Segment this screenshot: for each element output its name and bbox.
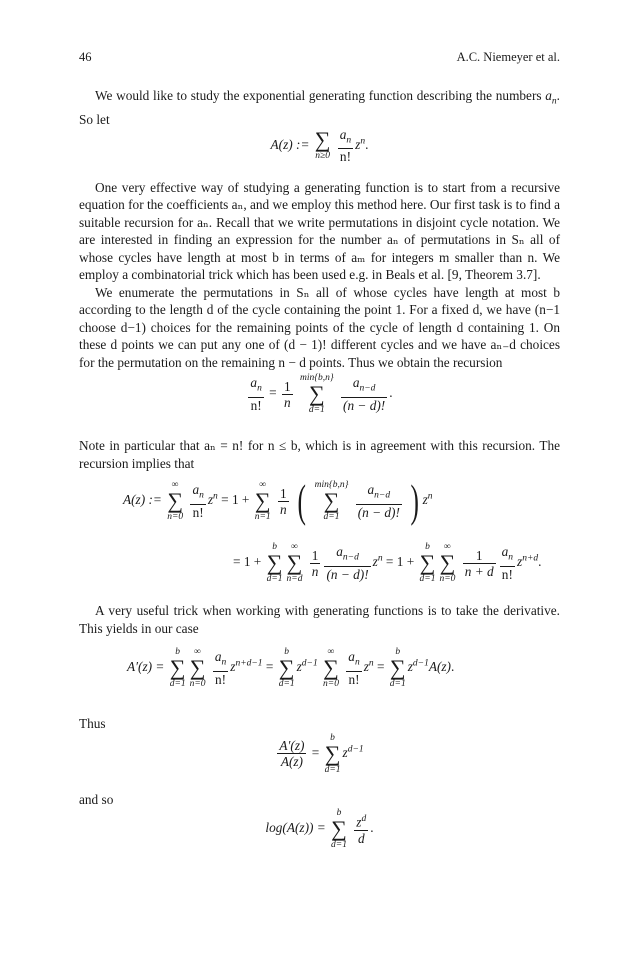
sum-symbol: ∞ ∑ n=d	[286, 542, 303, 585]
sum-upper: min{b,n}	[299, 373, 334, 384]
tail: z	[355, 136, 361, 152]
paragraph-recursion-intro: One very effective way of studying a generating function is to start from a recursive equation for the coefficients aₙ, and we employ this method here. Our first task is to find a suitable recursion for aₙ. Recall that we write permutations in disjoint cycle notation. We are interested in finding an expression for the number aₙ of permutations in Sₙ all of whose cycles have length at most b in terms of aₘ for integers m smaller than n. We employ a combinatorial trick which has been used e.g. in Beals et al. [9, Theorem 3.7].	[79, 179, 560, 283]
den: n!	[250, 397, 262, 413]
equation-egf	[79, 127, 560, 175]
num: a	[250, 375, 258, 391]
den: n	[283, 394, 291, 410]
fraction	[282, 379, 293, 410]
sum-symbol: b ∑ d=1	[331, 808, 347, 851]
fraction: $\frac{a_n}{n!}$	[501, 544, 514, 582]
num-sub: n−d	[359, 383, 376, 394]
text: We would like to study the exponential generating function describing the numbers	[95, 88, 546, 103]
den: n!	[339, 149, 351, 165]
equals: =	[308, 744, 323, 760]
tail-sup: n	[360, 136, 366, 147]
num: a	[352, 375, 360, 391]
left-paren: (	[297, 475, 306, 527]
num: 1	[283, 378, 291, 394]
end: .	[450, 659, 455, 675]
sum-symbol: ∞ ∑ n=0	[323, 647, 339, 690]
sum-lower: d=1	[308, 405, 325, 416]
end: .	[370, 820, 374, 836]
sum-lower: n≥0	[315, 151, 330, 162]
end: .	[365, 136, 369, 152]
fraction: $\frac{a_{n-d}}{(n - d)!}$	[357, 482, 400, 520]
sum-symbol: b ∑ d=1	[169, 647, 186, 690]
paragraph-thus: Thus	[79, 716, 106, 732]
equals-one-plus: = 1 +	[233, 554, 265, 570]
fraction: $\frac{1}{n + d}$	[464, 547, 494, 579]
math-var: a	[545, 88, 552, 103]
fraction: $\frac{a_n}{n!}$	[192, 482, 204, 520]
num-sub: n	[257, 383, 262, 394]
equals-one-plus: = 1 +	[382, 554, 418, 570]
equation-line-2: = 1 + b ∑ d=1 ∞ ∑ n=d $\frac{1}{n}$ $\frac{a_{n-d}}{(n - d)!}$ $z^n = 1$ + b ∑ d=1 ∞ ∑ n=0 $\frac{1}{n + d}$ $\frac{a_n}{n!}$ $z^{n+d}$.	[233, 542, 542, 585]
fraction: $\frac{1}{n}$	[311, 547, 319, 579]
sum-symbol: min{b,n} ∑ d=1	[299, 373, 334, 416]
den: A(z)	[280, 754, 303, 770]
eq-lhs: A(z) :=	[270, 136, 313, 152]
math-sub: n	[551, 96, 557, 107]
sum-symbol: ∞ ∑ n=1	[254, 480, 271, 523]
num: a	[339, 126, 347, 142]
sum-symbol: b ∑ d=1	[278, 647, 295, 690]
sum-symbol: ∞ ∑ n=0	[189, 647, 206, 690]
equals-one-plus: = 1 +	[217, 492, 253, 508]
fraction: $\frac{a_{n-d}}{(n - d)!}$	[326, 544, 369, 582]
equation-line-1: A(z) := ∞ ∑ n=0 $\frac{a_n}{n!}$ $z^n = 1$ + ∞ ∑ n=1 $\frac{1}{n}$ ( min{b,n} ∑ d=1 $\frac{a_{n-d}}{(n - d)!}$ ) $z^n$	[123, 475, 433, 527]
den: (n − d)!	[343, 397, 386, 413]
sum-symbol: ∞ ∑ n=0	[167, 480, 184, 523]
paragraph-note: Note in particular that aₙ = n! for n ≤ b, which is in agreement with this recursion. The recursion implies that	[79, 438, 560, 471]
sum-symbol: ∑ n≥0	[314, 127, 331, 162]
fraction	[338, 127, 353, 165]
paragraph-and-so: and so	[79, 791, 114, 807]
sum-symbol: b ∑ d=1	[324, 732, 341, 775]
running-authors: A.C. Niemeyer et al.	[456, 50, 560, 64]
end: .	[389, 385, 393, 401]
sum-symbol: b ∑ d=1	[266, 542, 283, 585]
fraction: $\frac{1}{n}$	[280, 485, 287, 517]
equation-derivative: A′(z) = b ∑ d=1 ∞ ∑ n=0 $\frac{a_n}{n!}$ $z^{n+d-1}$ = b ∑ d=1 $z^{d-1}$ ∞ ∑ n=0 $\frac{a_n}{n!}$ $z^n$ = b ∑ d=1 $z^{d-1}A(z)$.	[127, 647, 455, 690]
right-paren: )	[410, 475, 420, 527]
fraction	[248, 375, 263, 413]
paragraph-intro	[79, 87, 560, 129]
num-sub: n	[346, 135, 352, 146]
fraction: $\frac{a_n}{n!}$	[214, 649, 227, 687]
end: .	[538, 554, 542, 570]
equation-log	[79, 808, 560, 864]
equals: =	[265, 385, 280, 401]
sum-symbol: b ∑ d=1	[389, 647, 406, 690]
equation-log-derivative: $\frac{A'(z)}{A(z)}$ = b ∑ d=1 $z^{d-1}$	[279, 732, 364, 775]
paragraph-enumeration: We enumerate the permutations in Sₙ all of whose cycles have length at most b according to the length d of the cycle containing the point 1. For a fixed d, we have (n−1 choose d−1) choices for the remaining points of the cycle of length d containing 1. On these d points we can put any one of (d − 1)! different cycles and we have aₙ₋d choices for the permutation on the remaining n − d points. Thus we obtain the recursion	[79, 284, 560, 370]
eq-lhs: log(A(z)) =	[265, 820, 330, 836]
sum-symbol: b ∑ d=1	[419, 542, 436, 585]
equation-recursion	[79, 371, 560, 437]
fraction	[277, 738, 306, 769]
paragraph-derivative: A very useful trick when working with generating functions is to take the derivative. This yields in our case	[79, 603, 560, 636]
fraction	[341, 375, 387, 413]
eq-lhs: A(z) :=	[123, 492, 166, 508]
sum-symbol: min{b,n} ∑ d=1	[314, 480, 349, 523]
fraction: $\frac{z^d}{d}$	[356, 814, 367, 846]
page-body	[79, 87, 560, 864]
equation-egf-expansion	[79, 472, 560, 596]
num: A′(z)	[279, 738, 305, 754]
fraction: $\frac{a_n}{n!}$	[348, 649, 360, 687]
sum-symbol: ∞ ∑ n=0	[439, 542, 456, 585]
eq-lhs: A′(z) =	[127, 659, 168, 675]
text: . So let	[79, 88, 560, 128]
page-number: 46	[79, 50, 92, 64]
